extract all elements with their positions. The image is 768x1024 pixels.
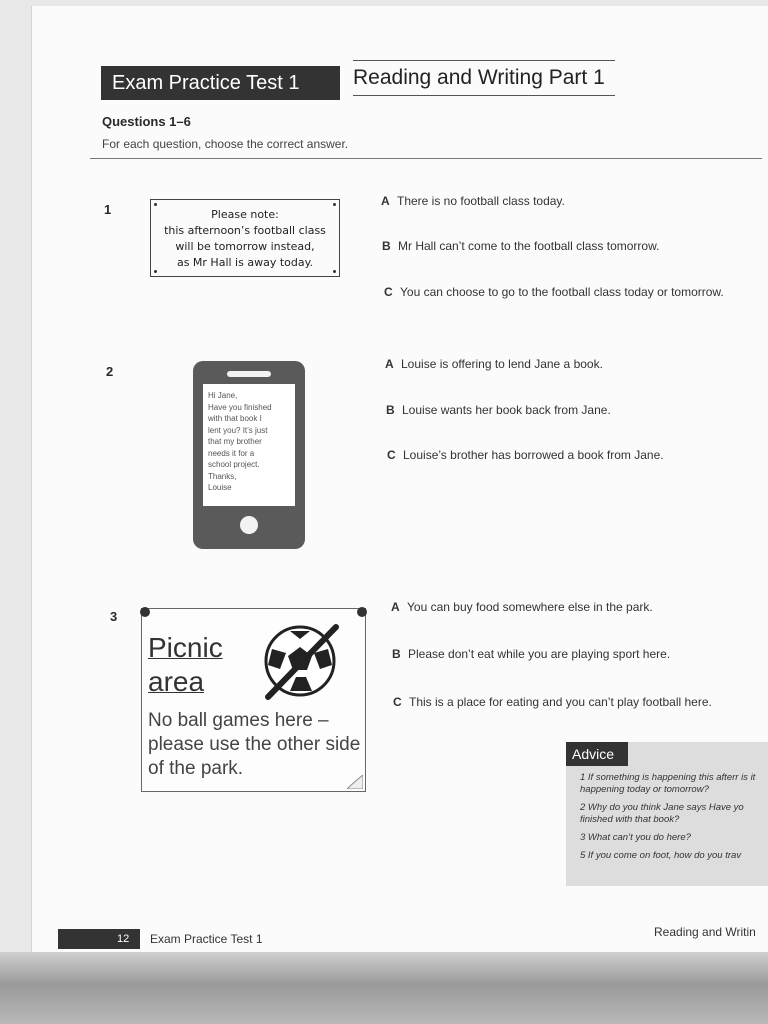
message-line: that my brother bbox=[208, 437, 262, 446]
option-letter: C bbox=[384, 285, 393, 299]
instruction: For each question, choose the correct answer. bbox=[102, 137, 349, 151]
message-line: lent you? It’s just bbox=[208, 425, 268, 435]
option-letter: B bbox=[382, 239, 391, 253]
footer-right-text: Reading and Writin bbox=[654, 925, 756, 939]
notice-pin-icon bbox=[333, 203, 336, 206]
notice-pin-icon bbox=[333, 270, 336, 273]
option-2a[interactable] bbox=[385, 357, 603, 371]
option-1c[interactable] bbox=[384, 285, 724, 299]
notice-line: this afternoon’s football class bbox=[164, 224, 326, 237]
footer-left-text: Exam Practice Test 1 bbox=[150, 932, 263, 946]
option-3c[interactable] bbox=[393, 695, 712, 709]
pin-icon bbox=[357, 607, 367, 617]
option-text: Louise is offering to lend Jane a book. bbox=[401, 357, 603, 371]
phone-message bbox=[203, 384, 295, 506]
message-line: school project. bbox=[208, 460, 260, 469]
questions-heading: Questions 1–6 bbox=[102, 114, 191, 129]
option-letter: A bbox=[391, 600, 400, 614]
message-line: with that book I bbox=[208, 414, 262, 423]
option-text: There is no football class today. bbox=[397, 194, 565, 208]
message-line: Have you finished bbox=[208, 402, 272, 412]
option-1b[interactable] bbox=[382, 239, 659, 253]
option-2b[interactable] bbox=[386, 403, 611, 417]
option-3a[interactable] bbox=[391, 600, 653, 614]
option-3b[interactable] bbox=[392, 647, 670, 661]
notice-line: will be tomorrow instead, bbox=[175, 240, 315, 253]
divider bbox=[90, 158, 762, 159]
advice-list bbox=[580, 772, 768, 868]
message-line: needs it for a bbox=[208, 448, 255, 458]
phone-illustration bbox=[193, 361, 305, 549]
option-text: Please don’t eat while you are playing sport here. bbox=[408, 647, 671, 661]
option-letter: C bbox=[393, 695, 402, 709]
option-1a[interactable] bbox=[381, 194, 565, 208]
message-line: Thanks, bbox=[208, 471, 237, 481]
advice-box bbox=[566, 742, 768, 886]
option-text: Louise wants her book back from Jane. bbox=[402, 403, 611, 417]
option-text: You can choose to go to the football class today or tomorrow. bbox=[400, 285, 724, 299]
page-title: Exam Practice Test 1 bbox=[101, 66, 340, 100]
option-2c[interactable] bbox=[387, 448, 664, 462]
message-line: Louise bbox=[208, 483, 232, 492]
option-text: You can buy food somewhere else in the park. bbox=[407, 600, 653, 614]
question-number-3: 3 bbox=[110, 609, 118, 624]
notice-pin-icon bbox=[154, 270, 157, 273]
option-letter: C bbox=[387, 448, 396, 462]
home-button-icon bbox=[240, 516, 258, 534]
option-text: This is a place for eating and you can’t play football here. bbox=[409, 695, 712, 709]
notice-line: Please note: bbox=[211, 208, 279, 221]
advice-item: 3 What can’t you do here? bbox=[580, 832, 691, 843]
question-number-2: 2 bbox=[106, 364, 114, 379]
section-title: Reading and Writing Part 1 bbox=[353, 60, 615, 96]
option-text: Louise’s brother has borrowed a book from Jane. bbox=[403, 448, 664, 462]
advice-item: 1 If something is happening this afterr is it happening today or tomorrow? bbox=[580, 772, 756, 795]
phone-speaker bbox=[227, 371, 271, 377]
option-letter: A bbox=[381, 194, 390, 208]
option-letter: A bbox=[385, 357, 394, 371]
no-football-icon bbox=[262, 621, 344, 703]
option-text: Mr Hall can’t come to the football class tomorrow. bbox=[398, 239, 660, 253]
option-letter: B bbox=[392, 647, 401, 661]
question-number-1: 1 bbox=[104, 202, 112, 217]
scan-shadow bbox=[0, 952, 768, 1024]
notice-card bbox=[150, 199, 340, 277]
sign-title-text: Picnic area bbox=[148, 632, 223, 697]
advice-label: Advice bbox=[566, 742, 628, 766]
notice-pin-icon bbox=[154, 203, 157, 206]
sign-title bbox=[148, 631, 258, 699]
pin-icon bbox=[140, 607, 150, 617]
advice-item: 2 Why do you think Jane says Have yo finished with that book? bbox=[580, 802, 744, 825]
message-line: Hi Jane, bbox=[208, 391, 238, 400]
sign-text: No ball games here – please use the other side of the park. bbox=[148, 710, 361, 779]
notice-line: as Mr Hall is away today. bbox=[176, 256, 314, 269]
advice-item: 5 If you come on foot, how do you trav bbox=[580, 850, 742, 861]
page-curl-icon bbox=[347, 775, 363, 789]
picnic-sign bbox=[141, 608, 366, 792]
page-number: 12 bbox=[117, 933, 130, 945]
option-letter: B bbox=[386, 403, 395, 417]
